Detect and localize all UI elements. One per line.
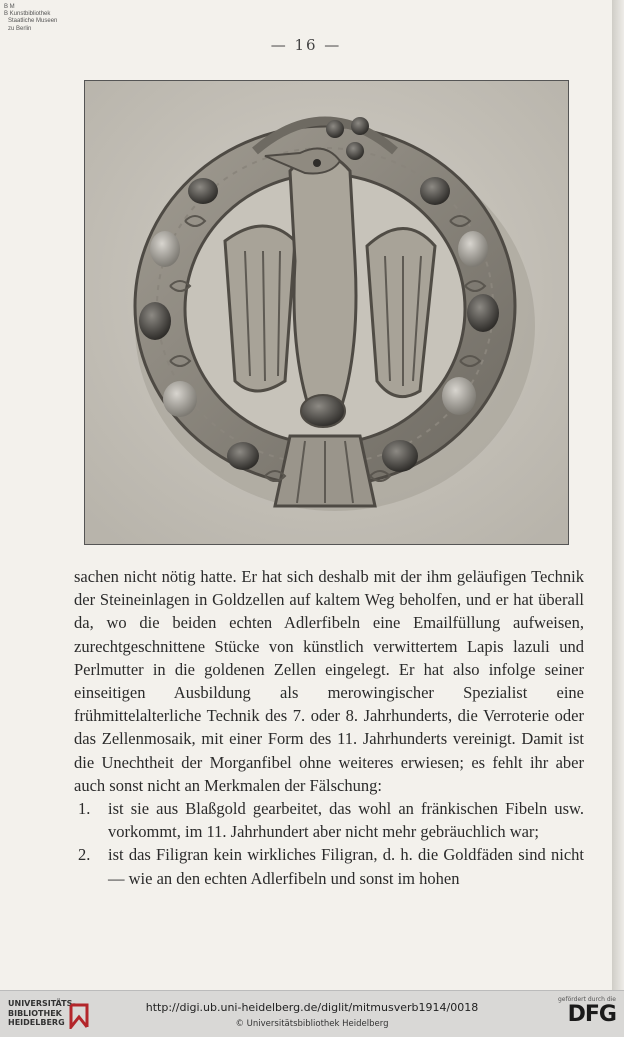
list-item-number: 1. bbox=[78, 799, 91, 819]
stamp-line: Staatliche Museen bbox=[8, 18, 58, 25]
copyright-text: © Universitätsbibliothek Heidelberg bbox=[235, 1019, 389, 1029]
dfg-mark: DFG bbox=[567, 1002, 616, 1027]
page-number: — 16 — bbox=[270, 36, 342, 54]
library-stamp bbox=[4, 4, 84, 33]
list-item-number: 2. bbox=[78, 845, 91, 865]
body-text bbox=[74, 565, 584, 890]
brooch-photograph bbox=[84, 80, 569, 545]
numbered-list bbox=[74, 797, 584, 890]
footer-bar bbox=[0, 990, 624, 1037]
stamp-line: B Kunstbibliothek bbox=[4, 11, 51, 18]
permalink[interactable]: http://digi.ub.uni-heidelberg.de/diglit/mitmusverb1914/0018 bbox=[145, 1001, 479, 1014]
paragraph: sachen nicht nötig hatte. Er hat sich deshalb mit der ihm geläufigen Technik der Steineinlagen in Goldzellen auf kaltem Weg beholfen, und er hat überall da, wo die beiden echten Adlerfibeln eine Emailfüllung aufweisen, zurechtgeschnittene Stücke von künstlich verwittertem Lapis lazuli und Perlmutter in die goldenen Zellen eingelegt. Er hat also infolge seiner einseitigen Ausbildung als merowingischer Spezialist eine frühmittelalterliche Technik des 7. oder 8. Jahrhunderts, die Verroterie oder das Zellenmosaik, mit einer Form des 11. Jahrhunderts vereinigt. Damit ist die Unechtheit der Morganfibel ohne weiteres erwiesen; es fehlt ihr aber auch sonst nicht an Merkmalen der Fälschung: bbox=[74, 567, 584, 795]
ub-logo-line: HEIDELBERG bbox=[8, 1018, 65, 1027]
list-item bbox=[74, 843, 584, 889]
dfg-logo[interactable] bbox=[548, 996, 616, 1027]
ub-logo-line: UNIVERSITÄTS- bbox=[8, 999, 76, 1008]
list-item-text: ist sie aus Blaßgold gearbeitet, das wohl an fränkischen Fibeln usw. vorkommt, im 11. Jahrhundert aber nicht mehr gebräuchlich war; bbox=[108, 799, 584, 842]
ub-logo-line: BIBLIOTHEK bbox=[8, 1008, 62, 1018]
list-item-text: ist das Filigran kein wirkliches Filigran, d. h. die Goldfäden sind nicht — wie an den echten Adlerfibeln und sonst im hohen bbox=[108, 845, 584, 888]
dfg-caption: gefördert durch die bbox=[558, 996, 616, 1003]
stamp-line: zu Berlin bbox=[8, 25, 32, 32]
stamp-line: B M bbox=[4, 4, 15, 10]
eagle-brooch-photo-icon bbox=[85, 81, 568, 544]
list-item bbox=[74, 797, 584, 843]
page-edge bbox=[612, 0, 624, 990]
